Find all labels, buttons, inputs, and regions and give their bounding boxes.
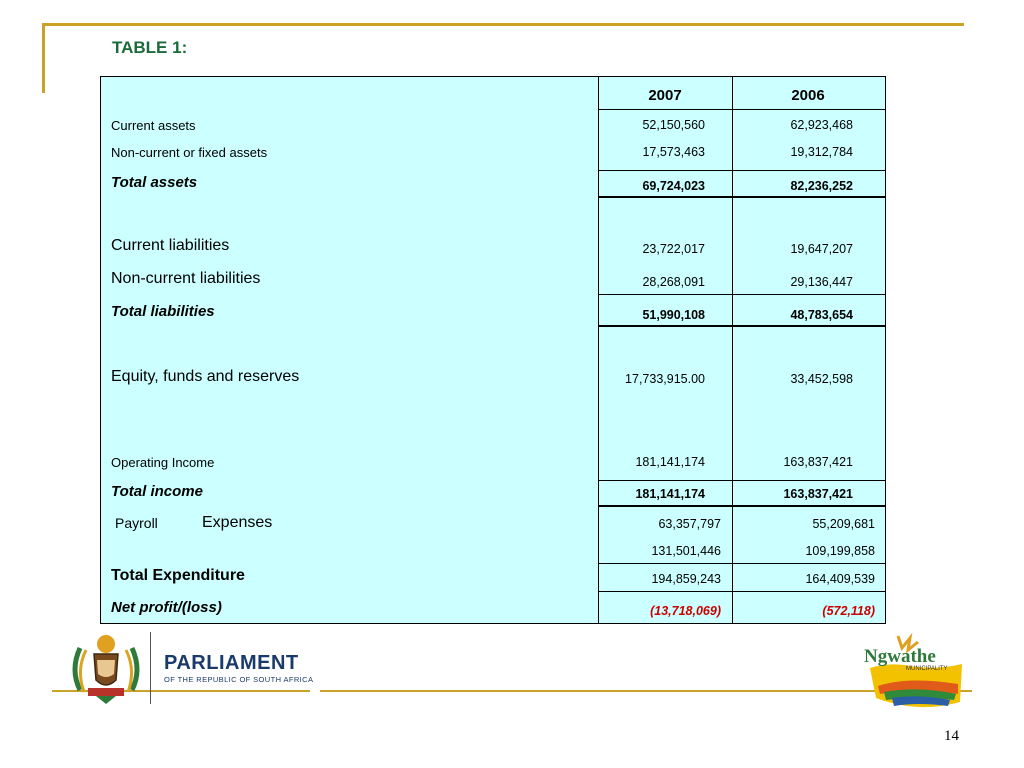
ngwathe-name: Ngwathe [864,646,936,667]
label-expenses: Expenses [202,514,273,531]
left-border [42,23,45,93]
header-rule [599,109,885,110]
value-total-income-2007: 181,141,174 [635,487,705,501]
footer-rule [52,690,972,692]
value-total-liabilities-2006: 48,783,654 [790,308,853,322]
value-noncurrent-liabilities-2007: 28,268,091 [642,275,705,289]
parliament-name: PARLIAMENT [164,652,299,674]
value-equity-2006: 33,452,598 [790,372,853,386]
value-noncurrent-liabilities-2006: 29,136,447 [790,275,853,289]
ngwathe-municipality-logo [858,628,974,720]
label-payroll: Payroll [115,515,158,531]
row-rule [599,170,885,171]
header-2006: 2006 [791,87,825,104]
row-rule [599,196,885,198]
row-rule [599,325,885,327]
value-noncurrent-assets-2007: 17,573,463 [642,145,705,159]
label-total-assets: Total assets [111,174,198,191]
value-total-liabilities-2007: 51,990,108 [642,308,705,322]
value-current-assets-2007: 52,150,560 [642,118,705,132]
label-total-expenditure: Total Expenditure [111,567,245,584]
label-total-income: Total income [111,483,203,500]
value-total-income-2006: 163,837,421 [783,487,853,501]
value-current-liabilities-2007: 23,722,017 [642,242,705,256]
top-border [42,23,964,26]
label-total-liabilities: Total liabilities [111,303,215,320]
ngwathe-subtitle: MUNICIPALITY [906,666,948,672]
value-total-assets-2007: 69,724,023 [642,179,705,193]
row-rule [599,294,885,295]
label-equity: Equity, funds and reserves [111,368,300,385]
value-expenses-2007: 131,501,446 [651,544,721,558]
row-rule [599,505,885,507]
label-operating-income: Operating Income [111,455,215,470]
parliament-subtitle: OF THE REPUBLIC OF SOUTH AFRICA [164,675,314,684]
value-current-assets-2006: 62,923,468 [790,118,853,132]
value-net-profit-2007: (13,718,069) [650,604,721,618]
parliament-coat-of-arms-icon [66,630,146,706]
value-current-liabilities-2006: 19,647,207 [790,242,853,256]
value-net-profit-2006: (572,118) [822,604,875,618]
row-rule [599,563,885,564]
logo-separator [150,632,151,704]
value-expenses-2006: 109,199,858 [805,544,875,558]
value-total-expenditure-2006: 164,409,539 [805,572,875,586]
value-payroll-2007: 63,357,797 [658,517,721,531]
value-operating-income-2006: 163,837,421 [783,455,853,469]
value-total-assets-2006: 82,236,252 [790,179,853,193]
page-number: 14 [944,728,959,744]
value-equity-2007: 17,733,915.00 [625,372,705,386]
row-rule [599,480,885,481]
value-total-expenditure-2007: 194,859,243 [651,572,721,586]
value-payroll-2006: 55,209,681 [812,517,875,531]
label-noncurrent-assets: Non-current or fixed assets [111,145,268,160]
financial-table [100,76,886,624]
label-noncurrent-liabilities: Non-current liabilities [111,270,261,287]
row-rule [599,591,885,592]
value-noncurrent-assets-2006: 19,312,784 [790,145,853,159]
label-current-liabilities: Current liabilities [111,237,230,254]
header-2007: 2007 [648,87,682,104]
label-net-profit: Net profit/(loss) [111,599,222,616]
slide-title: TABLE 1: [112,38,188,57]
label-current-assets: Current assets [111,118,196,133]
value-operating-income-2007: 181,141,174 [635,455,705,469]
